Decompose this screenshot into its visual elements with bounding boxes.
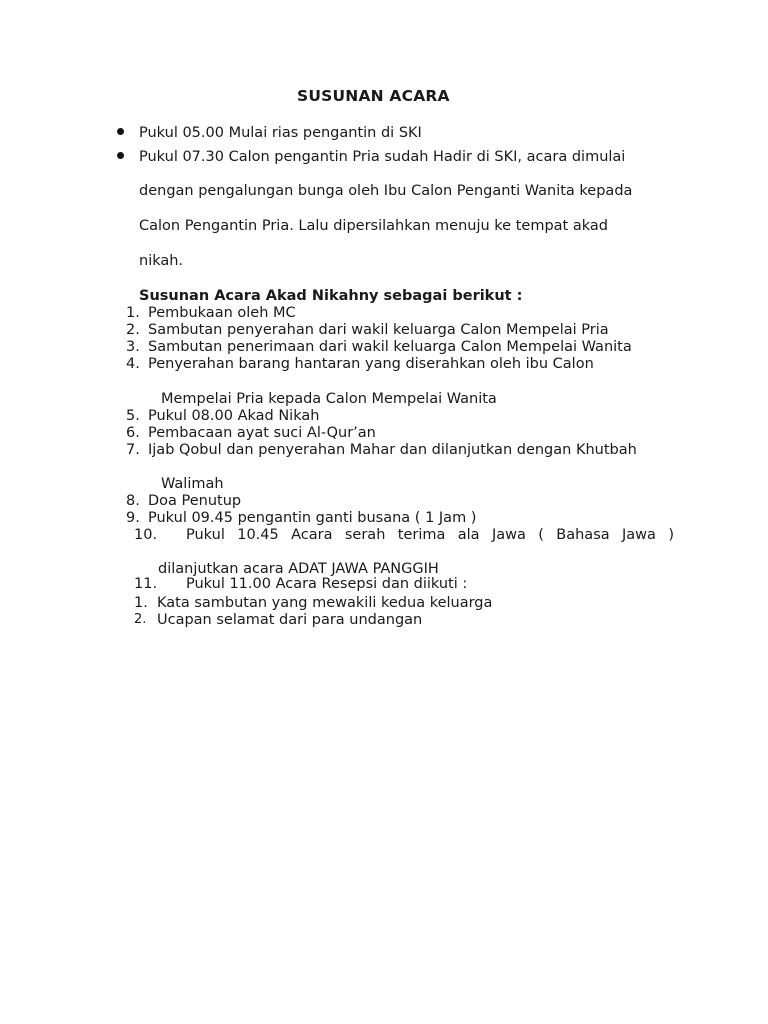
list-item-number: 3.	[126, 339, 140, 355]
list-item-justified	[186, 528, 674, 543]
list-item: Pembukaan oleh MC	[148, 305, 296, 321]
bullet-dot-icon	[117, 152, 124, 159]
list-item-number: 7.	[126, 442, 140, 458]
sub-list-item-number: 1.	[134, 595, 148, 611]
word: serah	[344, 527, 386, 543]
sub-list-item: Kata sambutan yang mewakili kedua keluarga	[157, 595, 493, 611]
list-item-number: 8.	[126, 493, 140, 509]
list-item-continuation: Walimah	[161, 476, 224, 492]
bullet-dot-icon	[117, 128, 124, 135]
list-item: Penyerahan barang hantaran yang diserahkan oleh ibu Calon	[148, 356, 594, 372]
list-item: Pukul 08.00 Akad Nikah	[148, 408, 320, 424]
list-item-number: 6.	[126, 425, 140, 441]
list-item: Sambutan penerimaan dari wakil keluarga Calon Mempelai Wanita	[148, 339, 632, 355]
list-item-continuation: Mempelai Pria kepada Calon Mempelai Wanita	[161, 391, 497, 407]
word: Jawa	[491, 527, 526, 543]
word: terima	[397, 527, 446, 543]
bullet-item-2-line-4: nikah.	[139, 253, 184, 269]
bullet-item-2-line-1: Pukul 07.30 Calon pengantin Pria sudah Hadir di SKI, acara dimulai	[139, 149, 626, 165]
sub-list-item-number: 2.	[134, 612, 147, 627]
word: Pukul	[186, 527, 225, 543]
list-item: Pembacaan ayat suci Al-Qur’an	[148, 425, 376, 441]
word: )	[668, 527, 674, 543]
list-item: Pukul 11.00 Acara Resepsi dan diikuti :	[186, 576, 468, 592]
list-item: Doa Penutup	[148, 493, 242, 509]
list-item-number: 5.	[126, 408, 140, 424]
section-subheading: Susunan Acara Akad Nikahny sebagai berikut :	[139, 288, 523, 304]
sub-list-item: Ucapan selamat dari para undangan	[157, 612, 423, 628]
word: Bahasa	[556, 527, 610, 543]
list-item-continuation: dilanjutkan acara ADAT JAWA PANGGIH	[158, 561, 439, 577]
list-item-number: 1.	[126, 305, 140, 321]
list-item: Sambutan penyerahan dari wakil keluarga Calon Mempelai Pria	[148, 322, 609, 338]
word: Jawa	[622, 527, 656, 543]
word: Acara	[291, 527, 333, 543]
list-item: Ijab Qobul dan penyerahan Mahar dan dilanjutkan dengan Khutbah	[148, 442, 637, 458]
word: (	[538, 527, 544, 543]
list-item-number: 10.	[134, 527, 158, 543]
list-item-number: 11.	[134, 576, 158, 592]
word: 10.45	[237, 527, 279, 543]
list-item-number: 4.	[126, 356, 140, 372]
list-item-number: 9.	[126, 510, 140, 526]
bullet-item-1: Pukul 05.00 Mulai rias pengantin di SKI	[139, 125, 422, 141]
bullet-item-2-line-2: dengan pengalungan bunga oleh Ibu Calon Penganti Wanita kepada	[139, 183, 633, 199]
bullet-item-2-line-3: Calon Pengantin Pria. Lalu dipersilahkan menuju ke tempat akad	[139, 218, 608, 234]
document-title: SUSUNAN ACARA	[297, 87, 450, 105]
list-item: Pukul 09.45 pengantin ganti busana ( 1 Jam )	[148, 510, 477, 526]
list-item-number: 2.	[126, 322, 140, 338]
word: ala	[457, 527, 480, 543]
